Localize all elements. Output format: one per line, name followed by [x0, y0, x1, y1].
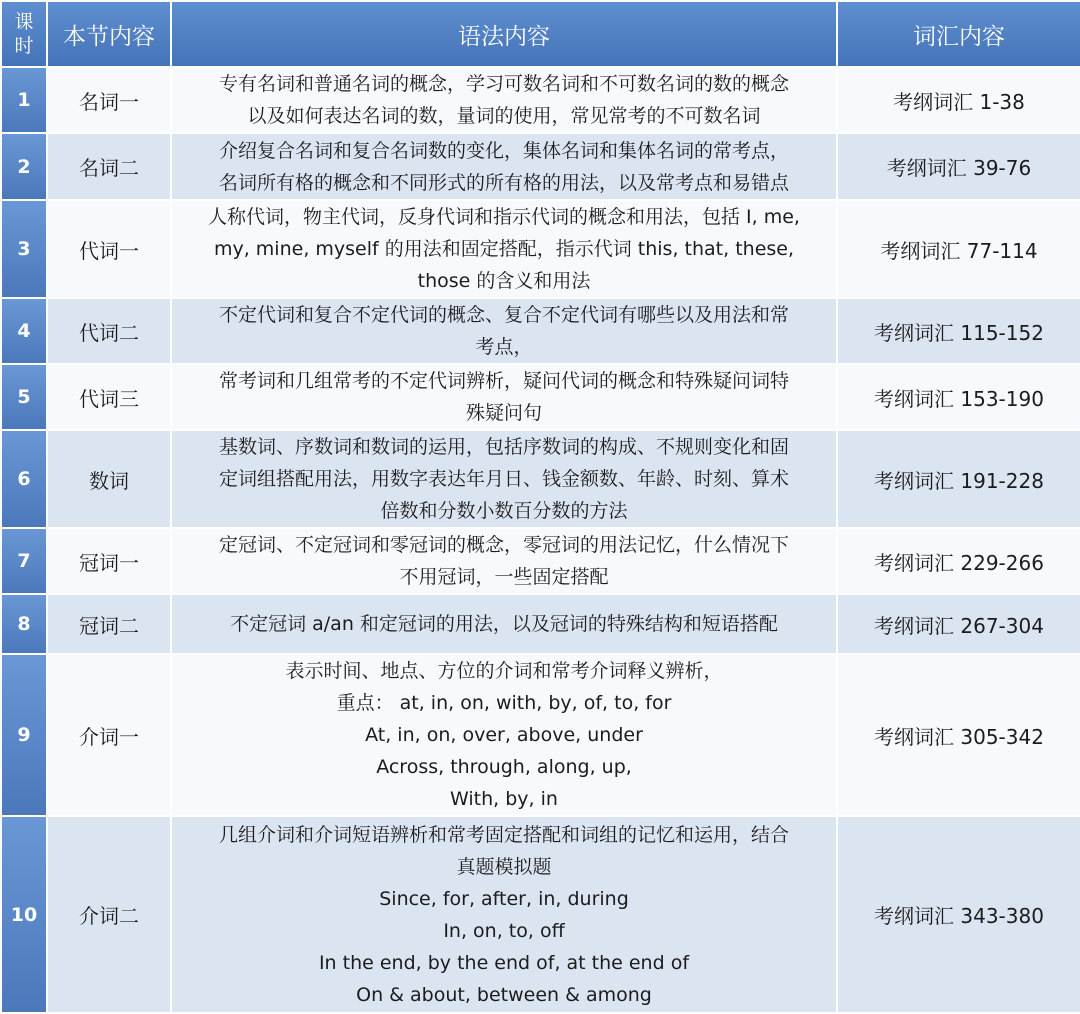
lesson-number: 9: [1, 654, 47, 816]
vocab-range: 考纲词汇 153-190: [837, 364, 1080, 430]
lesson-number: 6: [1, 430, 47, 528]
vocab-range: 考纲词汇 305-342: [837, 654, 1080, 816]
vocab-range: 考纲词汇 1-38: [837, 67, 1080, 133]
grammar-line: 殊疑问句: [465, 402, 542, 424]
grammar-line: 不定冠词 a/an 和定冠词的用法，以及冠词的特殊结构和短语搭配: [230, 613, 778, 635]
grammar-line: 基数词、序数词和数词的运用，包括序数词的构成、不规则变化和固: [218, 436, 789, 458]
vocab-range: 考纲词汇 39-76: [837, 133, 1080, 200]
lesson-number: 8: [1, 594, 47, 654]
grammar-line: 介绍复合名词和复合名词数的变化，集体名词和集体名词的常考点，: [218, 139, 789, 162]
section-name: 介词一: [47, 654, 171, 816]
lesson-number: 5: [1, 364, 47, 430]
grammar-content: [171, 654, 837, 816]
grammar-line: 定冠词、不定冠词和零冠词的概念，零冠词的用法记忆，什么情况下: [218, 534, 789, 556]
grammar-line: With, by, in: [450, 788, 558, 810]
grammar-line: In, on, to, off: [443, 919, 565, 942]
section-name: 代词二: [47, 298, 171, 364]
grammar-content: [171, 133, 837, 200]
grammar-line: 人称代词，物主代词，反身代词和指示代词的概念和用法，包括 I, me,: [208, 206, 800, 228]
grammar-line: 以及如何表达名词的数，量词的使用，常见常考的不可数名词: [247, 105, 761, 127]
header-lesson: 课 时: [1, 1, 47, 67]
table-row: [1, 528, 1080, 594]
grammar-line: my, mine, myself 的用法和固定搭配，指示代词 this, that, these,: [213, 238, 795, 260]
header-row: [1, 1, 1080, 67]
grammar-line: 真题模拟题: [456, 855, 552, 878]
grammar-content: [171, 364, 837, 430]
grammar-content: [171, 67, 837, 133]
table-row: [1, 364, 1080, 430]
grammar-line: 不定代词和复合不定代词的概念、复合不定代词有哪些以及用法和常: [218, 304, 789, 326]
lesson-number: 7: [1, 528, 47, 594]
grammar-line: 名词所有格的概念和不同形式的所有格的用法，以及常考点和易错点: [218, 171, 789, 194]
grammar-line: 重点： at, in, on, with, by, of, to, for: [336, 692, 672, 714]
vocab-range: 考纲词汇 115-152: [837, 298, 1080, 364]
grammar-content: [171, 430, 837, 528]
section-name: 代词三: [47, 364, 171, 430]
vocab-range: 考纲词汇 267-304: [837, 594, 1080, 654]
table-row: [1, 200, 1080, 298]
grammar-line: In the end, by the end of, at the end of: [318, 951, 690, 974]
grammar-line: 定词组搭配用法，用数字表达年月日、钱金额数、年龄、时刻、算术: [218, 468, 789, 490]
section-name: 名词一: [47, 67, 171, 133]
grammar-content: [171, 200, 837, 298]
grammar-line: 专有名词和普通名词的概念，学习可数名词和不可数名词的数的概念: [218, 73, 789, 95]
grammar-line: 不用冠词，一些固定搭配: [399, 566, 609, 588]
grammar-line: 表示时间、地点、方位的介词和常考介词释义辨析，: [285, 660, 723, 682]
grammar-line: 考点，: [475, 336, 533, 358]
grammar-content: [171, 528, 837, 594]
grammar-line: 常考词和几组常考的不定代词辨析，疑问代词的概念和特殊疑问词特: [218, 370, 789, 392]
header-section: 本节内容: [47, 1, 171, 67]
grammar-line: those 的含义和用法: [417, 270, 591, 292]
table-row: [1, 430, 1080, 528]
grammar-content: [171, 594, 837, 654]
lesson-number: 3: [1, 200, 47, 298]
lesson-number: 10: [1, 816, 47, 1013]
table-row: [1, 816, 1080, 1013]
vocab-range: 考纲词汇 229-266: [837, 528, 1080, 594]
lesson-number: 4: [1, 298, 47, 364]
section-name: 代词一: [47, 200, 171, 298]
lesson-number: 2: [1, 133, 47, 200]
header-vocab: 词汇内容: [837, 1, 1080, 67]
vocab-range: 考纲词汇 191-228: [837, 430, 1080, 528]
table-row: [1, 133, 1080, 200]
grammar-line: 几组介词和介词短语辨析和常考固定搭配和词组的记忆和运用，结合: [218, 823, 789, 846]
header-grammar: 语法内容: [171, 1, 837, 67]
grammar-line: At, in, on, over, above, under: [365, 724, 643, 746]
section-name: 冠词一: [47, 528, 171, 594]
lesson-number: 1: [1, 67, 47, 133]
table-row: [1, 298, 1080, 364]
grammar-content: [171, 298, 837, 364]
vocab-range: 考纲词汇 77-114: [837, 200, 1080, 298]
grammar-line: Since, for, after, in, during: [379, 887, 629, 910]
table-row: [1, 654, 1080, 816]
grammar-content: [171, 816, 837, 1013]
grammar-line: 倍数和分数小数百分数的方法: [380, 500, 628, 522]
table-row: [1, 67, 1080, 133]
table-row: [1, 594, 1080, 654]
grammar-line: Across, through, along, up,: [376, 756, 632, 778]
grammar-line: On & about, between & among: [356, 983, 652, 1006]
section-name: 冠词二: [47, 594, 171, 654]
section-name: 介词二: [47, 816, 171, 1013]
section-name: 数词: [47, 430, 171, 528]
vocab-range: 考纲词汇 343-380: [837, 816, 1080, 1013]
section-name: 名词二: [47, 133, 171, 200]
